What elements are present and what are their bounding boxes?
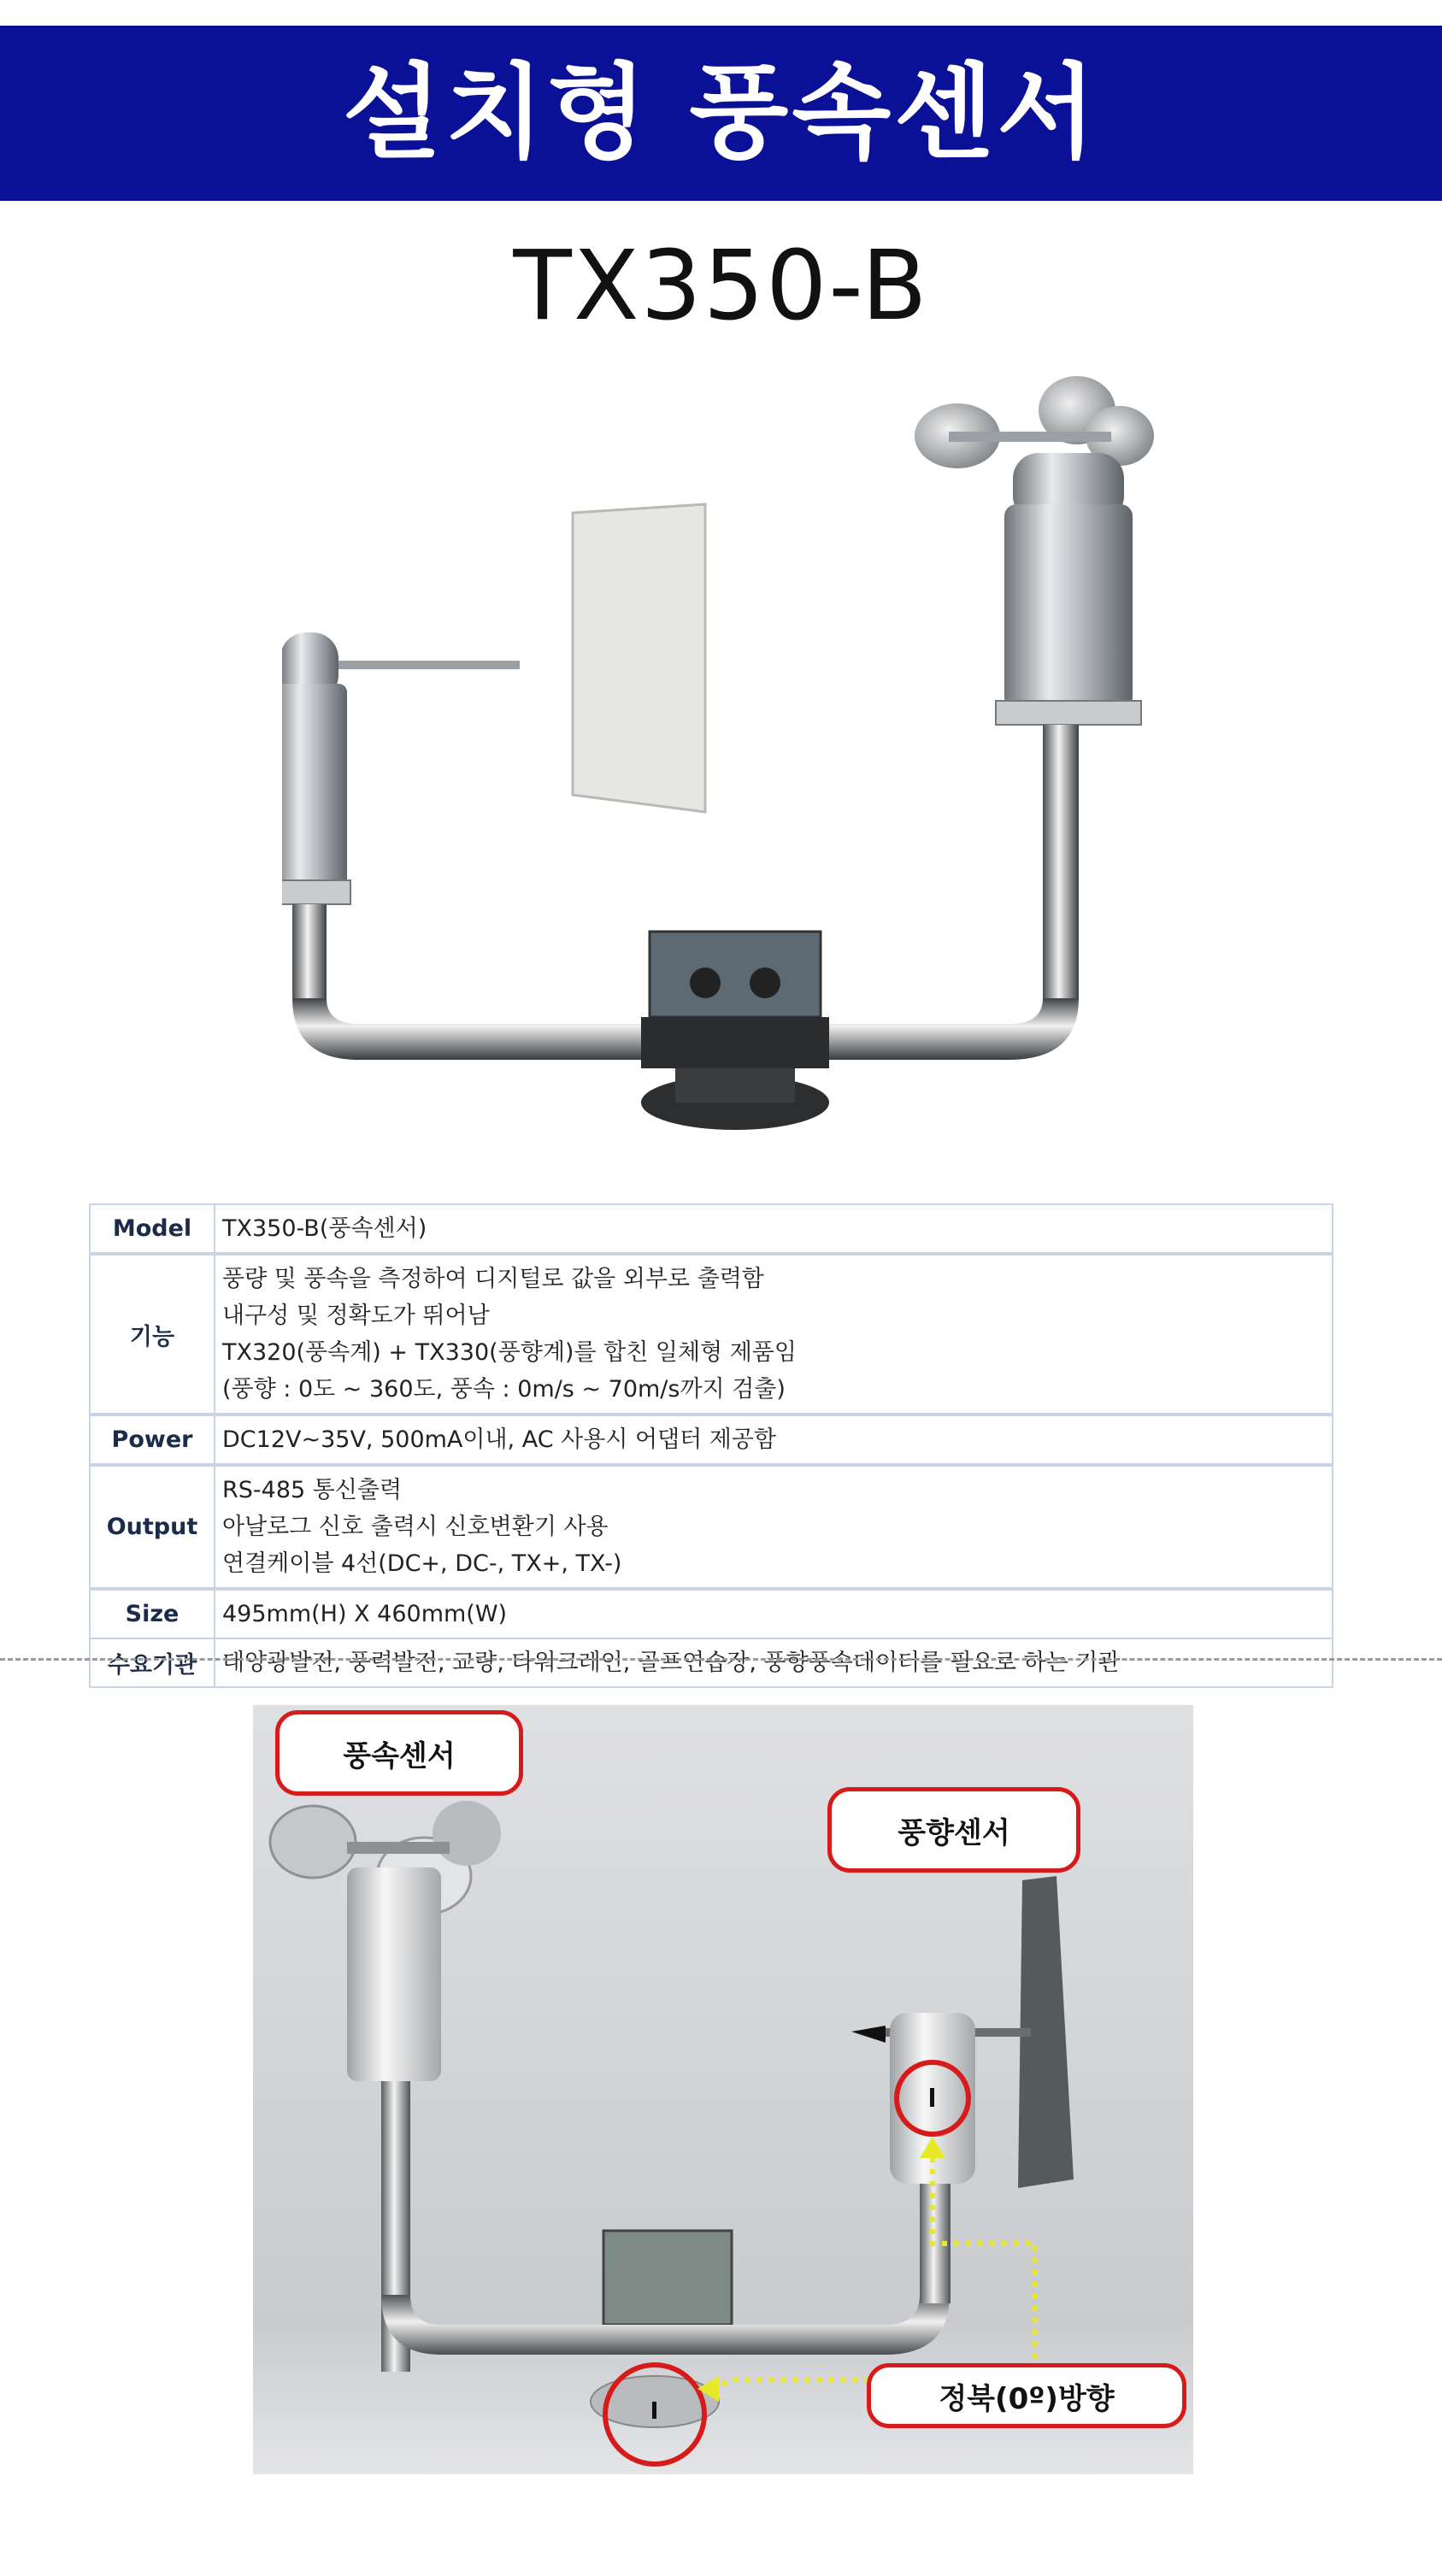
spec-row-model [90, 1204, 1333, 1254]
spec-key: Model [90, 1204, 215, 1254]
spec-line: (풍향 : 0도 ~ 360도, 풍속 : 0m/s ~ 70m/s까지 검출) [222, 1376, 786, 1403]
spec-line: 내구성 및 정확도가 뛰어남 [222, 1303, 490, 1329]
spec-key: Power [90, 1414, 215, 1465]
spec-value [215, 1254, 1333, 1414]
spec-row-size [90, 1589, 1333, 1638]
spec-line: 495mm(H) X 460mm(W) [222, 1601, 508, 1627]
callout-north-direction: 정북(0º)방향 [867, 2363, 1186, 2428]
installation-photo [253, 1705, 1193, 2474]
spec-key: 수요기관 [90, 1638, 215, 1687]
spec-value [215, 1638, 1333, 1687]
title-banner [0, 26, 1442, 201]
spec-line: DC12V~35V, 500mA이내, AC 사용시 어댑터 제공함 [222, 1426, 777, 1453]
spec-row-function [90, 1254, 1333, 1414]
callout-direction-sensor: 풍향센서 [827, 1787, 1080, 1873]
spec-line: 아날로그 신호 출력시 신호변환기 사용 [222, 1514, 609, 1540]
spec-row-customers [90, 1638, 1333, 1687]
spec-line: RS-485 통신출력 [222, 1477, 403, 1503]
dashed-divider [0, 1658, 1442, 1661]
spec-value [215, 1589, 1333, 1638]
spec-line: 태양광발전, 풍력발전, 교량, 타워크레인, 골프연습장, 풍향풍속데이터를 필요로 하는 기관 [222, 1650, 1121, 1676]
spec-line: TX350-B(풍속센서) [222, 1215, 427, 1242]
spec-value [215, 1204, 1333, 1254]
spec-key: 기능 [90, 1254, 215, 1414]
spec-table [89, 1203, 1333, 1688]
spec-line: TX320(풍속계) + TX330(풍향계)를 합친 일체형 제품임 [222, 1339, 797, 1366]
spec-row-power [90, 1414, 1333, 1465]
spec-line: 연결케이블 4선(DC+, DC-, TX+, TX-) [222, 1550, 622, 1577]
spec-key: Output [90, 1465, 215, 1589]
spec-value [215, 1414, 1333, 1465]
model-heading: TX350-B [513, 231, 929, 342]
spec-value [215, 1465, 1333, 1589]
spec-key: Size [90, 1589, 215, 1638]
page-title: 설치형 풍속센서 [342, 54, 1100, 173]
callout-speed-sensor: 풍속센서 [275, 1710, 523, 1796]
spec-row-output [90, 1465, 1333, 1589]
product-photo [282, 333, 1154, 1145]
spec-line: 풍량 및 풍속을 측정하여 디지털로 값을 외부로 출력함 [222, 1266, 764, 1292]
